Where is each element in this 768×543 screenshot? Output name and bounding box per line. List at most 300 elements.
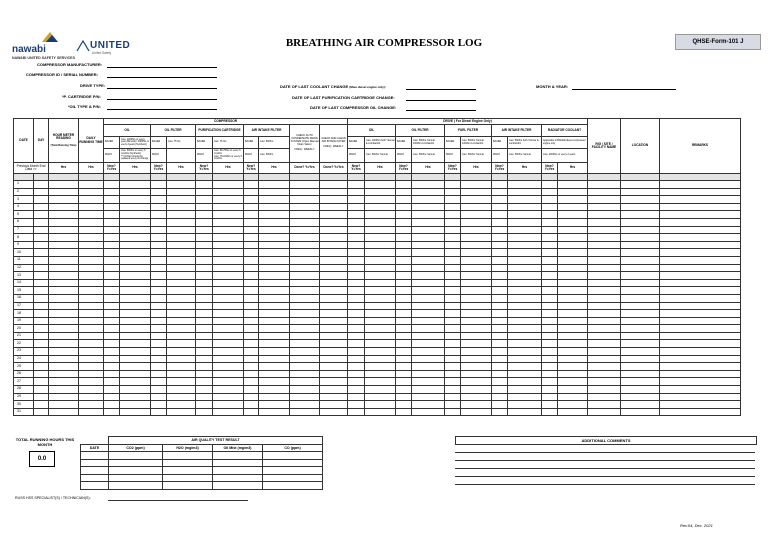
table-cell[interactable] <box>588 294 621 302</box>
aq-cell[interactable] <box>109 482 163 490</box>
table-cell[interactable] <box>151 332 167 340</box>
table-cell[interactable] <box>492 196 508 204</box>
table-cell[interactable] <box>320 302 348 310</box>
table-cell[interactable] <box>79 226 104 234</box>
table-cell[interactable] <box>34 408 49 416</box>
table-cell[interactable] <box>588 348 621 356</box>
table-cell[interactable] <box>348 355 365 363</box>
table-cell[interactable] <box>244 317 259 325</box>
table-cell[interactable] <box>588 408 621 416</box>
table-cell[interactable] <box>49 203 79 211</box>
table-cell[interactable] <box>320 325 348 333</box>
table-cell[interactable] <box>259 348 290 356</box>
table-cell[interactable] <box>320 203 348 211</box>
table-cell[interactable] <box>34 363 49 371</box>
aq-cell[interactable] <box>81 482 109 490</box>
table-cell[interactable] <box>244 325 259 333</box>
table-cell[interactable] <box>508 234 542 242</box>
table-cell[interactable] <box>151 181 167 189</box>
table-cell[interactable] <box>196 249 213 257</box>
table-cell[interactable] <box>244 393 259 401</box>
table-cell[interactable] <box>104 401 120 409</box>
table-cell[interactable] <box>396 408 412 416</box>
table-cell[interactable] <box>104 294 120 302</box>
table-cell[interactable] <box>290 188 320 196</box>
table-cell[interactable] <box>588 188 621 196</box>
table-cell[interactable] <box>34 355 49 363</box>
table-cell[interactable] <box>213 272 244 280</box>
aq-cell[interactable] <box>81 467 109 475</box>
table-cell[interactable] <box>49 355 79 363</box>
table-cell[interactable] <box>660 317 741 325</box>
table-cell[interactable] <box>445 256 461 264</box>
table-cell[interactable] <box>167 302 196 310</box>
table-cell[interactable] <box>79 302 104 310</box>
table-cell[interactable] <box>244 310 259 318</box>
table-cell[interactable] <box>461 348 492 356</box>
aq-cell[interactable] <box>213 459 263 467</box>
aq-cell[interactable] <box>263 459 323 467</box>
table-cell[interactable] <box>167 256 196 264</box>
table-cell[interactable] <box>365 386 396 394</box>
table-cell[interactable] <box>542 317 558 325</box>
table-cell[interactable] <box>542 370 558 378</box>
table-cell[interactable] <box>196 218 213 226</box>
table-cell[interactable] <box>396 188 412 196</box>
table-cell[interactable] <box>259 272 290 280</box>
table-cell[interactable] <box>290 310 320 318</box>
table-cell[interactable] <box>244 401 259 409</box>
table-cell[interactable] <box>412 401 445 409</box>
table-cell[interactable] <box>365 302 396 310</box>
table-cell[interactable] <box>508 363 542 371</box>
table-cell[interactable] <box>508 188 542 196</box>
table-cell[interactable] <box>259 332 290 340</box>
table-cell[interactable] <box>365 355 396 363</box>
table-cell[interactable] <box>290 241 320 249</box>
table-cell[interactable] <box>167 363 196 371</box>
table-cell[interactable] <box>290 272 320 280</box>
table-cell[interactable] <box>290 340 320 348</box>
table-cell[interactable] <box>558 401 588 409</box>
table-cell[interactable] <box>151 211 167 219</box>
table-cell[interactable] <box>396 363 412 371</box>
table-cell[interactable] <box>396 279 412 287</box>
table-cell[interactable] <box>588 234 621 242</box>
table-cell[interactable] <box>151 226 167 234</box>
table-cell[interactable] <box>120 294 151 302</box>
table-cell[interactable] <box>660 325 741 333</box>
table-cell[interactable] <box>492 370 508 378</box>
aq-cell[interactable] <box>109 452 163 460</box>
table-cell[interactable] <box>213 340 244 348</box>
table-cell[interactable] <box>365 211 396 219</box>
table-cell[interactable] <box>320 386 348 394</box>
aq-cell[interactable] <box>213 452 263 460</box>
table-cell[interactable] <box>320 340 348 348</box>
table-cell[interactable] <box>558 211 588 219</box>
table-cell[interactable] <box>445 386 461 394</box>
table-cell[interactable] <box>365 181 396 189</box>
table-cell[interactable] <box>104 272 120 280</box>
table-cell[interactable] <box>396 287 412 295</box>
table-cell[interactable] <box>445 408 461 416</box>
table-cell[interactable] <box>213 203 244 211</box>
table-cell[interactable] <box>167 401 196 409</box>
table-cell[interactable] <box>167 370 196 378</box>
table-cell[interactable] <box>445 355 461 363</box>
table-cell[interactable] <box>244 287 259 295</box>
technician-field[interactable] <box>108 500 248 501</box>
comp-oil-field[interactable] <box>406 104 476 111</box>
month-year-field[interactable] <box>572 83 676 90</box>
table-cell[interactable] <box>120 393 151 401</box>
table-cell[interactable] <box>461 408 492 416</box>
table-cell[interactable] <box>508 401 542 409</box>
table-cell[interactable] <box>621 378 660 386</box>
table-cell[interactable] <box>290 181 320 189</box>
table-cell[interactable] <box>49 393 79 401</box>
table-cell[interactable] <box>660 408 741 416</box>
table-cell[interactable] <box>365 363 396 371</box>
table-cell[interactable] <box>213 317 244 325</box>
table-cell[interactable] <box>49 386 79 394</box>
table-cell[interactable] <box>290 401 320 409</box>
table-cell[interactable] <box>151 393 167 401</box>
table-cell[interactable] <box>34 393 49 401</box>
table-cell[interactable] <box>348 378 365 386</box>
table-cell[interactable] <box>365 294 396 302</box>
table-cell[interactable] <box>396 378 412 386</box>
table-cell[interactable] <box>461 386 492 394</box>
table-cell[interactable] <box>79 218 104 226</box>
table-cell[interactable] <box>244 332 259 340</box>
table-cell[interactable] <box>621 340 660 348</box>
table-cell[interactable] <box>259 256 290 264</box>
table-cell[interactable] <box>213 310 244 318</box>
table-cell[interactable] <box>320 181 348 189</box>
table-cell[interactable] <box>104 249 120 257</box>
table-cell[interactable] <box>558 279 588 287</box>
aq-cell[interactable] <box>213 482 263 490</box>
table-cell[interactable] <box>290 378 320 386</box>
manufacturer-field[interactable] <box>107 61 217 68</box>
table-cell[interactable] <box>348 401 365 409</box>
table-cell[interactable] <box>290 234 320 242</box>
table-cell[interactable] <box>492 211 508 219</box>
table-cell[interactable] <box>461 294 492 302</box>
table-cell[interactable] <box>49 287 79 295</box>
table-cell[interactable] <box>558 348 588 356</box>
table-cell[interactable] <box>588 279 621 287</box>
table-cell[interactable] <box>508 294 542 302</box>
table-cell[interactable] <box>542 302 558 310</box>
table-cell[interactable] <box>34 340 49 348</box>
table-cell[interactable] <box>120 340 151 348</box>
table-cell[interactable] <box>660 363 741 371</box>
table-cell[interactable] <box>120 302 151 310</box>
table-cell[interactable] <box>461 401 492 409</box>
table-cell[interactable] <box>365 218 396 226</box>
table-cell[interactable] <box>508 340 542 348</box>
table-cell[interactable] <box>365 317 396 325</box>
table-cell[interactable] <box>79 264 104 272</box>
aq-cell[interactable] <box>81 459 109 467</box>
table-cell[interactable] <box>621 302 660 310</box>
table-cell[interactable] <box>79 196 104 204</box>
table-cell[interactable] <box>104 181 120 189</box>
table-cell[interactable] <box>213 332 244 340</box>
table-cell[interactable] <box>259 218 290 226</box>
table-cell[interactable] <box>259 355 290 363</box>
table-cell[interactable] <box>213 196 244 204</box>
table-cell[interactable] <box>621 249 660 257</box>
table-cell[interactable] <box>196 196 213 204</box>
table-cell[interactable] <box>396 218 412 226</box>
table-cell[interactable] <box>461 203 492 211</box>
table-cell[interactable] <box>49 181 79 189</box>
table-cell[interactable] <box>167 279 196 287</box>
table-cell[interactable] <box>542 348 558 356</box>
table-cell[interactable] <box>588 386 621 394</box>
table-cell[interactable] <box>49 325 79 333</box>
table-cell[interactable] <box>660 234 741 242</box>
table-cell[interactable] <box>660 355 741 363</box>
table-cell[interactable] <box>621 196 660 204</box>
table-cell[interactable] <box>412 264 445 272</box>
table-cell[interactable] <box>79 203 104 211</box>
table-cell[interactable] <box>120 325 151 333</box>
table-cell[interactable] <box>244 181 259 189</box>
table-cell[interactable] <box>461 363 492 371</box>
table-cell[interactable] <box>213 264 244 272</box>
table-cell[interactable] <box>151 279 167 287</box>
table-cell[interactable] <box>542 310 558 318</box>
table-cell[interactable] <box>290 264 320 272</box>
table-cell[interactable] <box>660 378 741 386</box>
table-cell[interactable] <box>320 310 348 318</box>
table-cell[interactable] <box>213 234 244 242</box>
table-cell[interactable] <box>588 249 621 257</box>
table-cell[interactable] <box>660 188 741 196</box>
table-cell[interactable] <box>213 188 244 196</box>
table-cell[interactable] <box>290 256 320 264</box>
table-cell[interactable] <box>412 386 445 394</box>
table-cell[interactable] <box>412 234 445 242</box>
table-cell[interactable] <box>558 317 588 325</box>
table-cell[interactable] <box>445 340 461 348</box>
table-cell[interactable] <box>213 211 244 219</box>
table-cell[interactable] <box>492 332 508 340</box>
table-cell[interactable] <box>461 317 492 325</box>
table-cell[interactable] <box>621 332 660 340</box>
table-cell[interactable] <box>396 348 412 356</box>
table-cell[interactable] <box>348 196 365 204</box>
table-cell[interactable] <box>542 363 558 371</box>
aq-cell[interactable] <box>109 467 163 475</box>
table-cell[interactable] <box>120 211 151 219</box>
table-cell[interactable] <box>492 218 508 226</box>
table-cell[interactable] <box>365 310 396 318</box>
table-cell[interactable] <box>445 272 461 280</box>
table-cell[interactable] <box>396 264 412 272</box>
table-cell[interactable] <box>259 393 290 401</box>
table-cell[interactable] <box>660 332 741 340</box>
table-cell[interactable] <box>348 393 365 401</box>
table-cell[interactable] <box>213 325 244 333</box>
table-cell[interactable] <box>412 408 445 416</box>
table-cell[interactable] <box>259 279 290 287</box>
table-cell[interactable] <box>49 294 79 302</box>
table-cell[interactable] <box>320 226 348 234</box>
table-cell[interactable] <box>259 340 290 348</box>
table-cell[interactable] <box>492 355 508 363</box>
table-cell[interactable] <box>244 363 259 371</box>
table-cell[interactable] <box>660 226 741 234</box>
aq-cell[interactable] <box>81 474 109 482</box>
table-cell[interactable] <box>461 272 492 280</box>
table-cell[interactable] <box>542 279 558 287</box>
table-cell[interactable] <box>492 340 508 348</box>
table-cell[interactable] <box>365 393 396 401</box>
table-cell[interactable] <box>290 370 320 378</box>
table-cell[interactable] <box>558 226 588 234</box>
aq-cell[interactable] <box>163 459 213 467</box>
table-cell[interactable] <box>151 249 167 257</box>
table-cell[interactable] <box>196 317 213 325</box>
table-cell[interactable] <box>396 234 412 242</box>
table-cell[interactable] <box>120 203 151 211</box>
table-cell[interactable] <box>542 272 558 280</box>
table-cell[interactable] <box>167 325 196 333</box>
table-cell[interactable] <box>461 310 492 318</box>
table-cell[interactable] <box>259 226 290 234</box>
table-cell[interactable] <box>34 317 49 325</box>
table-cell[interactable] <box>49 317 79 325</box>
table-cell[interactable] <box>79 340 104 348</box>
table-cell[interactable] <box>542 234 558 242</box>
table-cell[interactable] <box>104 325 120 333</box>
table-cell[interactable] <box>621 272 660 280</box>
table-cell[interactable] <box>167 294 196 302</box>
table-cell[interactable] <box>34 218 49 226</box>
table-cell[interactable] <box>244 272 259 280</box>
table-cell[interactable] <box>104 348 120 356</box>
table-cell[interactable] <box>542 196 558 204</box>
table-cell[interactable] <box>259 310 290 318</box>
table-cell[interactable] <box>120 386 151 394</box>
table-cell[interactable] <box>396 310 412 318</box>
table-cell[interactable] <box>120 241 151 249</box>
table-cell[interactable] <box>290 294 320 302</box>
cartridge-field[interactable] <box>107 93 217 100</box>
table-cell[interactable] <box>412 287 445 295</box>
table-cell[interactable] <box>492 249 508 257</box>
table-cell[interactable] <box>104 332 120 340</box>
table-cell[interactable] <box>79 325 104 333</box>
table-cell[interactable] <box>492 317 508 325</box>
table-cell[interactable] <box>558 370 588 378</box>
table-cell[interactable] <box>348 241 365 249</box>
table-cell[interactable] <box>151 218 167 226</box>
table-cell[interactable] <box>588 196 621 204</box>
table-cell[interactable] <box>508 386 542 394</box>
table-cell[interactable] <box>244 264 259 272</box>
table-cell[interactable] <box>167 181 196 189</box>
table-cell[interactable] <box>213 302 244 310</box>
table-cell[interactable] <box>320 378 348 386</box>
table-cell[interactable] <box>79 408 104 416</box>
table-cell[interactable] <box>120 348 151 356</box>
table-cell[interactable] <box>151 408 167 416</box>
table-cell[interactable] <box>412 363 445 371</box>
table-cell[interactable] <box>167 264 196 272</box>
table-cell[interactable] <box>412 355 445 363</box>
table-cell[interactable] <box>259 241 290 249</box>
table-cell[interactable] <box>151 386 167 394</box>
table-cell[interactable] <box>558 340 588 348</box>
table-cell[interactable] <box>151 363 167 371</box>
table-cell[interactable] <box>244 218 259 226</box>
table-cell[interactable] <box>542 386 558 394</box>
table-cell[interactable] <box>412 317 445 325</box>
table-cell[interactable] <box>621 386 660 394</box>
table-cell[interactable] <box>461 378 492 386</box>
table-cell[interactable] <box>660 348 741 356</box>
table-cell[interactable] <box>213 378 244 386</box>
table-cell[interactable] <box>621 279 660 287</box>
table-cell[interactable] <box>412 218 445 226</box>
table-cell[interactable] <box>492 272 508 280</box>
table-cell[interactable] <box>120 317 151 325</box>
table-cell[interactable] <box>213 370 244 378</box>
table-cell[interactable] <box>492 234 508 242</box>
table-cell[interactable] <box>445 211 461 219</box>
table-cell[interactable] <box>660 393 741 401</box>
table-cell[interactable] <box>320 348 348 356</box>
table-cell[interactable] <box>34 256 49 264</box>
table-cell[interactable] <box>34 370 49 378</box>
coolant-field[interactable] <box>406 83 476 90</box>
table-cell[interactable] <box>196 234 213 242</box>
table-cell[interactable] <box>508 317 542 325</box>
table-cell[interactable] <box>320 401 348 409</box>
table-cell[interactable] <box>588 181 621 189</box>
table-cell[interactable] <box>660 218 741 226</box>
table-cell[interactable] <box>558 325 588 333</box>
table-cell[interactable] <box>412 325 445 333</box>
table-cell[interactable] <box>34 234 49 242</box>
table-cell[interactable] <box>120 234 151 242</box>
table-cell[interactable] <box>49 256 79 264</box>
table-cell[interactable] <box>660 370 741 378</box>
table-cell[interactable] <box>365 272 396 280</box>
table-cell[interactable] <box>320 287 348 295</box>
table-cell[interactable] <box>660 302 741 310</box>
table-cell[interactable] <box>79 256 104 264</box>
table-cell[interactable] <box>492 279 508 287</box>
table-cell[interactable] <box>167 226 196 234</box>
table-cell[interactable] <box>348 310 365 318</box>
table-cell[interactable] <box>508 348 542 356</box>
table-cell[interactable] <box>396 272 412 280</box>
table-cell[interactable] <box>104 370 120 378</box>
table-cell[interactable] <box>348 363 365 371</box>
table-cell[interactable] <box>196 264 213 272</box>
table-cell[interactable] <box>167 287 196 295</box>
table-cell[interactable] <box>49 249 79 257</box>
table-cell[interactable] <box>120 310 151 318</box>
